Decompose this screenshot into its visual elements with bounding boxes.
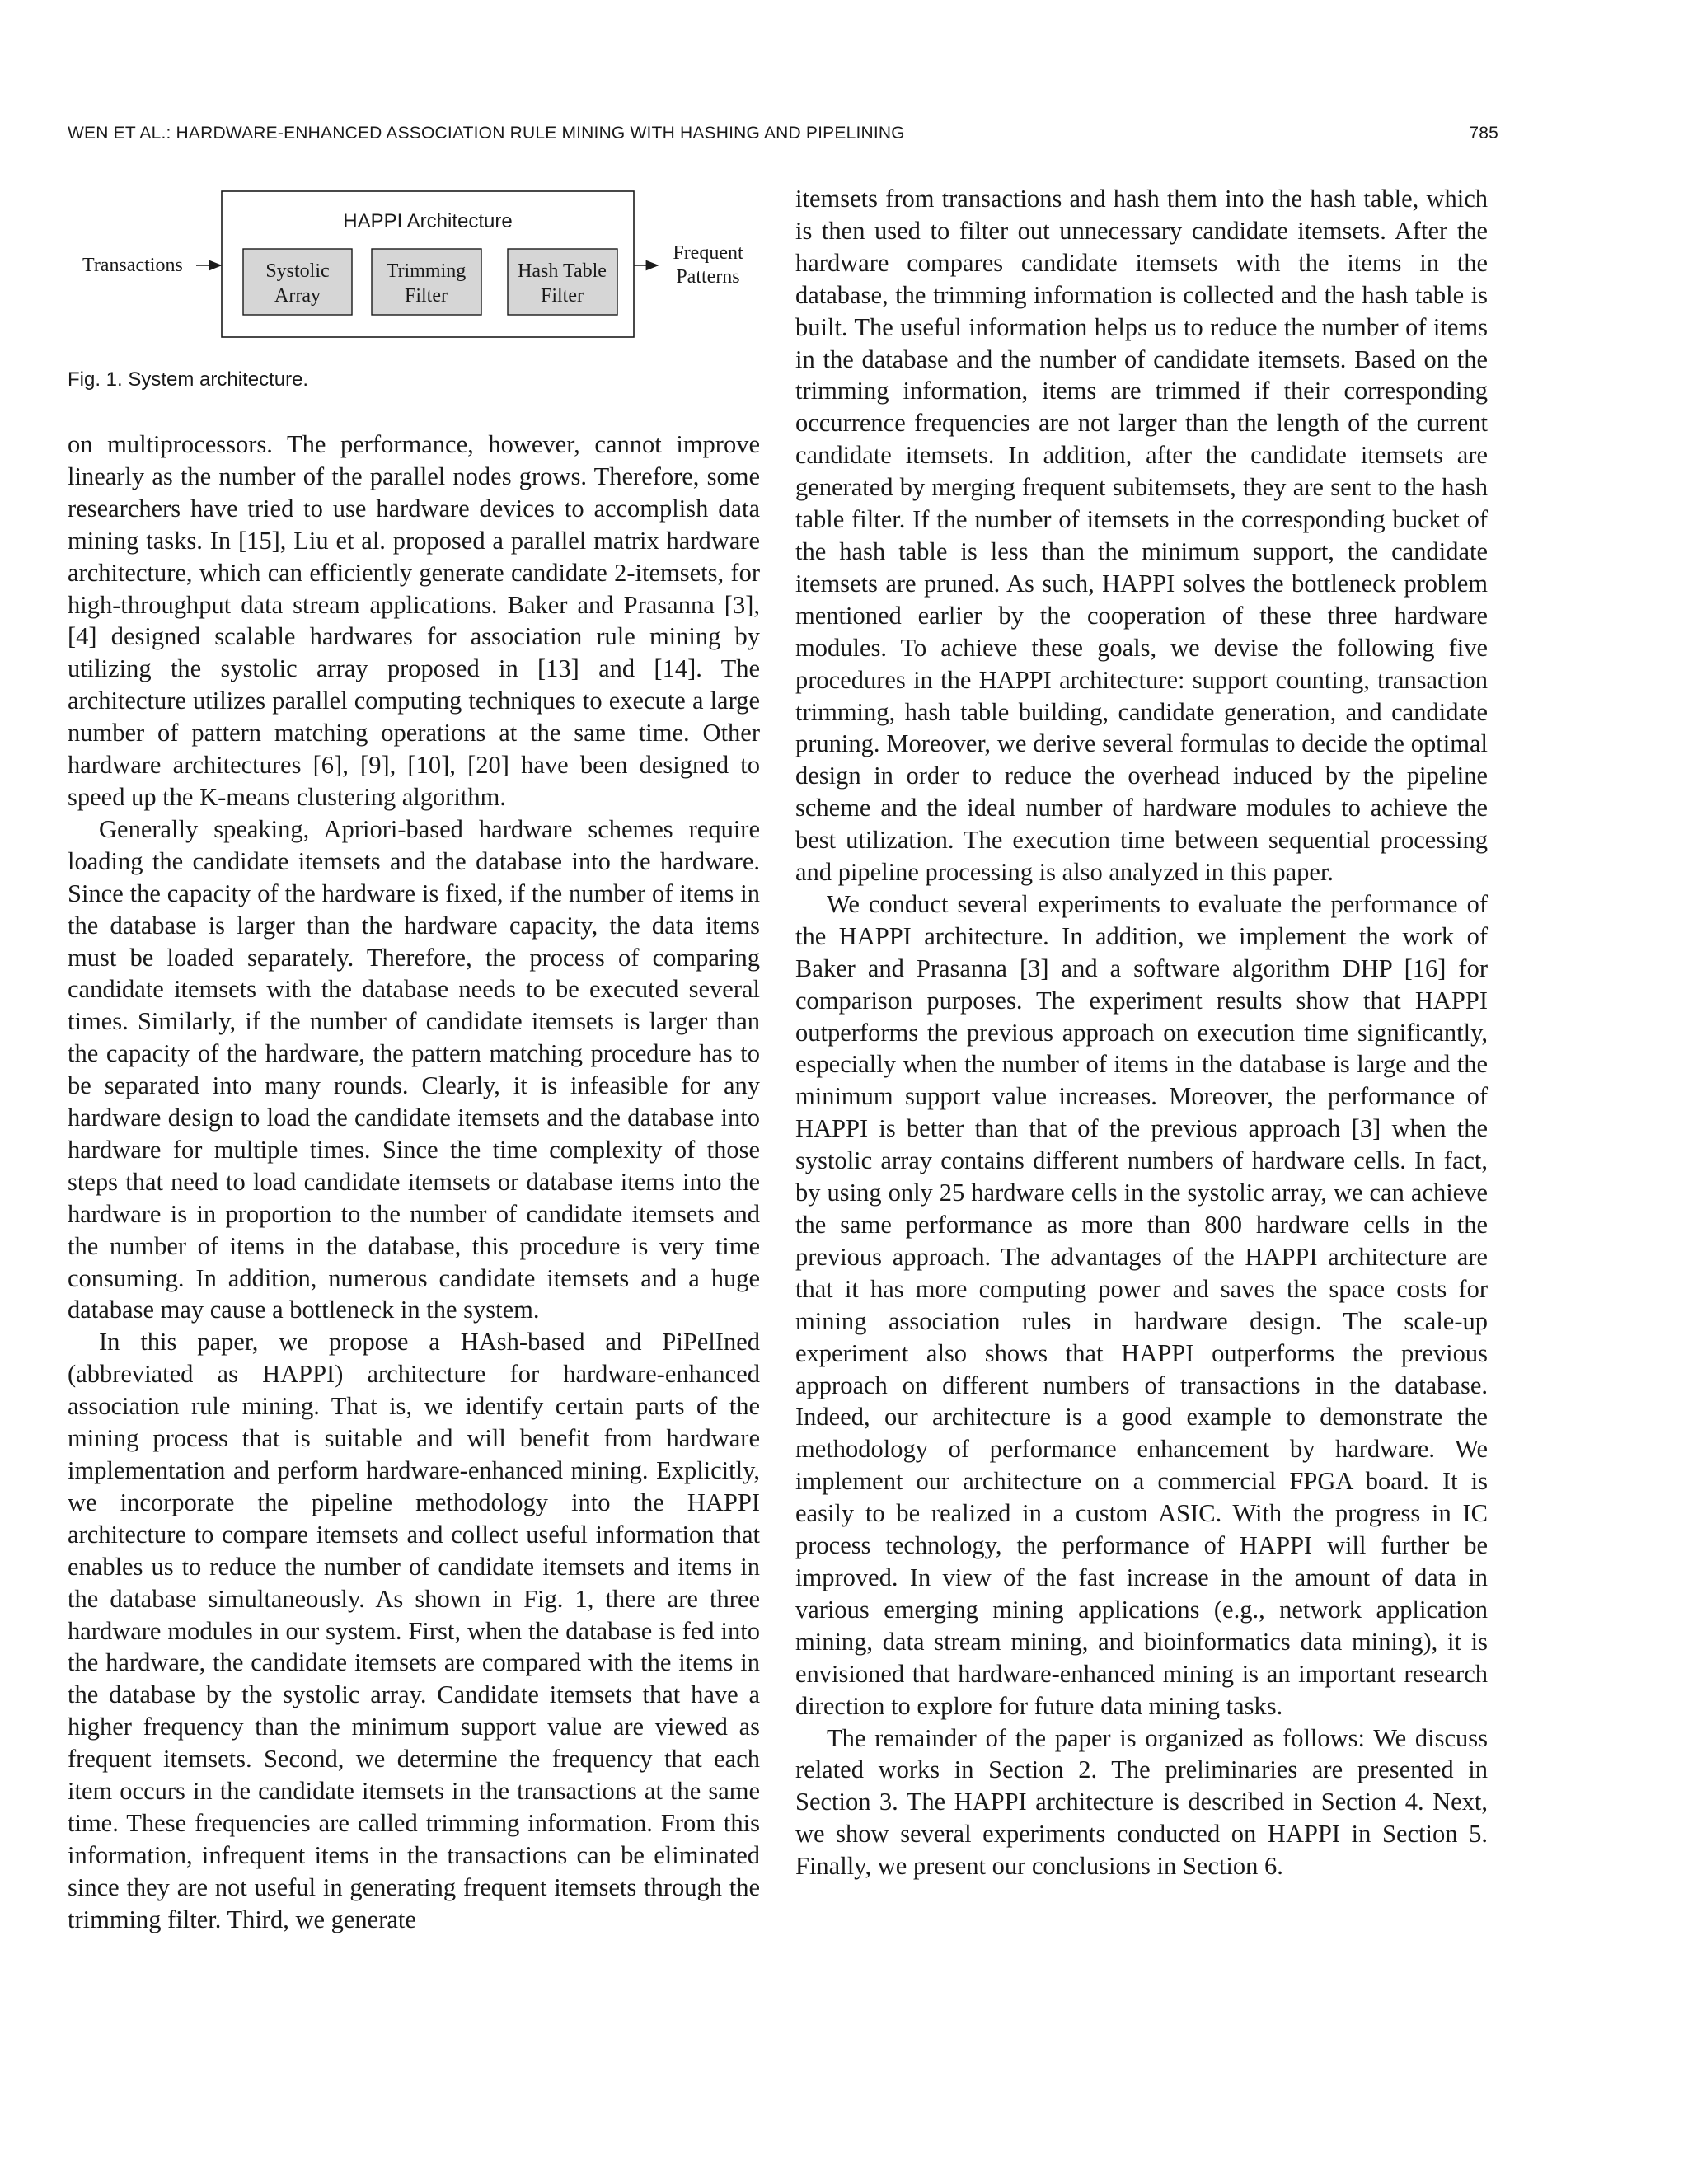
module-label-line2: Array: [274, 285, 321, 307]
module-label-line1: Trimming: [386, 260, 467, 282]
module-label-line2: Filter: [541, 285, 584, 307]
module-label-line1: Hash Table: [518, 260, 607, 282]
paragraph: Generally speaking, Apriori-based hardware schemes require loading the candidate itemsets and the database into the hardware. Since the capacity of the hardware is fixed, if the number of items in the database is larger than the hardware capacity, the data items must be loaded separately. Therefore, the process of comparing candidate itemsets with the database needs to be executed several times. Similarly, if the number of candidate itemsets is larger than the capacity of the hardware, the pattern matching procedure has to be separated into many rounds. Clearly, it is infeasible for any hardware design to load the candidate itemsets and the database into hardware for multiple times. Since the time complexity of those steps that need to load candidate itemsets or database items into the hardware is in proportion to the number of candidate itemsets and the number of items in the database, this procedure is very time consuming. In addition, numerous candidate itemsets and a huge database may cause a bottleneck in the system.: [68, 814, 760, 1324]
right-column: [795, 183, 1488, 1882]
paragraph: itemsets from transactions and hash them into the hash table, which is then used to filter out unnecessary candidate itemsets. After the hardware compares candidate itemsets with the items in the database, the trimming information is collected and the hash table is built. The useful information helps us to reduce the number of items in the database and the number of candidate itemsets. Based on the trimming information, items are trimmed if their corresponding occurrence frequencies are not larger than the length of the current candidate itemsets. In addition, after the candidate itemsets are generated by merging frequent subitemsets, they are sent to the hash table filter. If the number of itemsets in the corresponding bucket of the hash table is less than the minimum support, the candidate itemsets are pruned. As such, HAPPI solves the bottleneck problem mentioned earlier by the cooperation of these three hardware modules. To achieve these goals, we devise the following five procedures in the HAPPI architecture: support counting, transaction trimming, hash table building, candidate generation, and candidate pruning. Moreover, we derive several formulas to decide the optimal design in order to reduce the overhead induced by the pipeline scheme and the ideal number of hardware modules to achieve the best utilization. The execution time between sequential processing and pipeline processing is also analyzed in this paper.: [795, 185, 1488, 887]
frequent-patterns-label-line1: Frequent: [673, 242, 743, 264]
module-label-line2: Filter: [405, 285, 448, 307]
paragraph: on multiprocessors. The performance, however, cannot improve linearly as the number of the parallel nodes grows. Therefore, some researchers have tried to use hardware devices to accomplish data mining tasks. In [15], Liu et al. proposed a parallel matrix hardware architecture, which can efficiently generate candidate 2-itemsets, for high-throughput data stream applications. Baker and Prasanna [3], [4] designed scalable hardwares for association rule mining by utilizing the systolic array proposed in [13] and [14]. The architecture utilizes parallel computing techniques to execute a large number of pattern matching operations at the same time. Other hardware architectures [6], [9], [10], [20] have been designed to speed up the K-means clustering algorithm.: [68, 430, 760, 811]
figure-caption: Fig. 1. System architecture.: [68, 368, 309, 391]
paragraph: We conduct several experiments to evaluate the performance of the HAPPI architecture. In addition, we implement the work of Baker and Prasanna [3] and a software algorithm DHP [16] for comparison purposes. The experiment results show that HAPPI outperforms the previous approach on execution time significantly, especially when the number of items in the database is large and the minimum support value increases. Moreover, the performance of HAPPI is better than that of the previous approach [3] when the systolic array contains different numbers of hardware cells. In fact, by using only 25 hardware cells in the systolic array, we can achieve the same performance as more than 800 hardware cells in the previous approach. The advantages of the HAPPI architecture are that it has more computing power and saves the space costs for mining association rules in hardware design. The scale-up experiment also shows that HAPPI outperforms the previous approach on different numbers of transactions in the database. Indeed, our architecture is a good example to demonstrate the methodology of performance enhancement by hardware. We implement our architecture on a commercial FPGA board. It is easily to be realized in a custom ASIC. With the progress in IC process technology, the performance of HAPPI will further be improved. In view of the fast increase in the amount of data in various emerging mining applications (e.g., network application mining, data stream mining, and bioinformatics data mining), it is envisioned that hardware-enhanced mining is an important research direction to explore for future data mining tasks.: [795, 889, 1488, 1720]
running-head: [68, 124, 1498, 143]
paragraph: The remainder of the paper is organized as follows: We discuss related works in Section 2. The preliminaries are presented in Section 3. The HAPPI architecture is described in Section 4. Next, we show several experiments conducted on HAPPI in Section 5. Finally, we present our conclusions in Section 6.: [795, 1723, 1488, 1881]
left-column: [68, 429, 760, 1936]
system-architecture-diagram: [68, 185, 768, 367]
frequent-patterns-label-line2: Patterns: [676, 266, 740, 288]
paragraph: In this paper, we propose a HAsh-based and PiPelIned (abbreviated as HAPPI) architecture for hardware-enhanced association rule mining. That is, we identify certain parts of the mining process that is suitable and will benefit from hardware implementation and perform hardware-enhanced mining. Explicitly, we incorporate the pipeline methodology into the HAPPI architecture to compare itemsets and collect useful information that enables us to reduce the number of candidate itemsets and items in the database simultaneously. As shown in Fig. 1, there are three hardware modules in our system. First, when the database is fed into the hardware, the candidate itemsets are compared with the items in the database by the systolic array. Candidate itemsets that have a higher frequency than the minimum support value are viewed as frequent itemsets. Second, we determine the frequency that each item occurs in the candidate itemsets in the transactions at the same time. These frequencies are called trimming information. From this information, infrequent items in the transactions can be eliminated since they are not useful in generating frequent itemsets through the trimming filter. Third, we generate: [68, 1328, 760, 1933]
page-number: 785: [1469, 124, 1498, 143]
transactions-label: Transactions: [82, 255, 183, 276]
module-label-line1: Systolic: [265, 260, 330, 282]
running-title: WEN ET AL.: HARDWARE-ENHANCED ASSOCIATION RULE MINING WITH HASHING AND PIPELINING: [68, 124, 905, 143]
architecture-title: HAPPI Architecture: [343, 210, 513, 232]
